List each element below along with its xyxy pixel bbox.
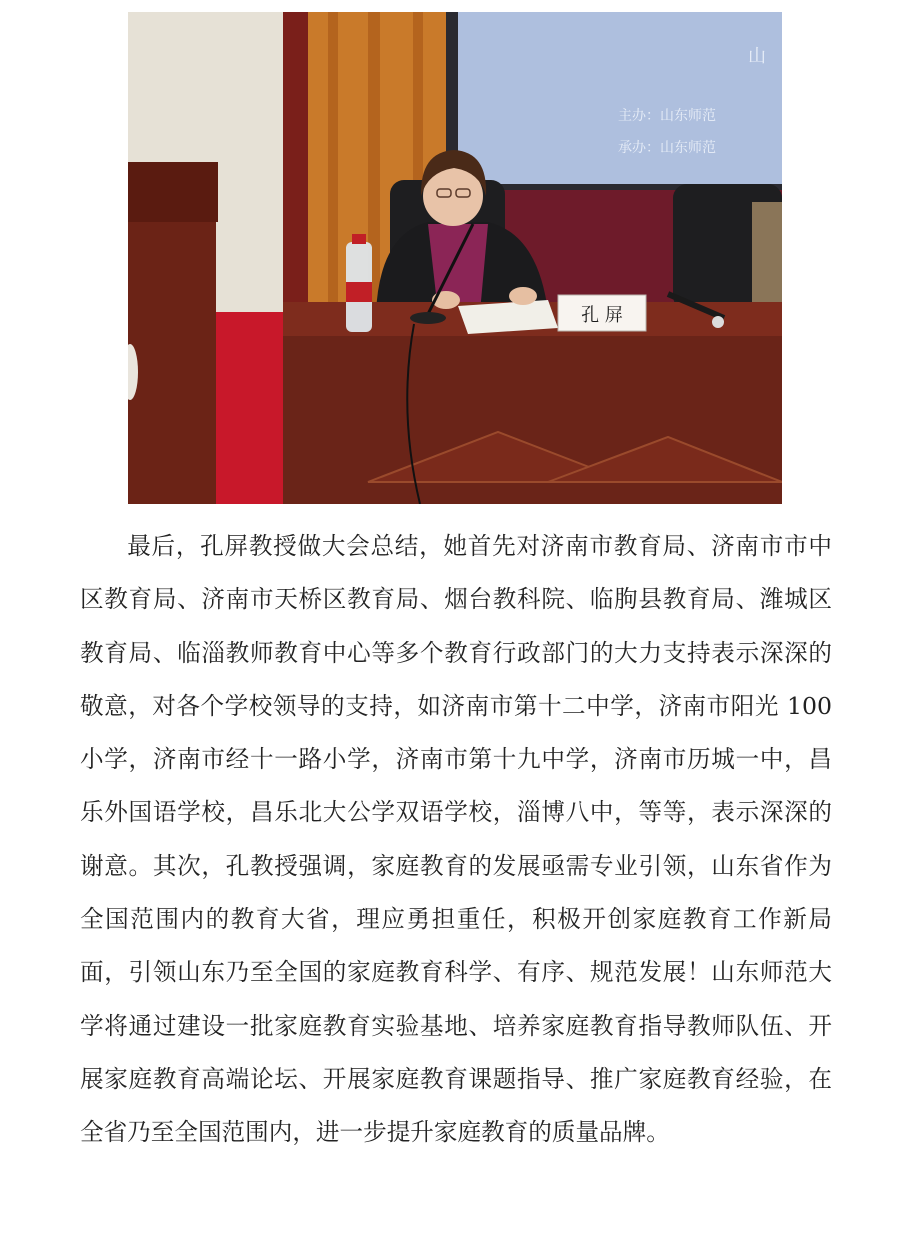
screen-organizer-text: 主办：山东师范 (618, 108, 716, 124)
speech-papers (458, 300, 558, 334)
projection-screen (458, 12, 782, 184)
screen-title-text: 山 (748, 46, 766, 67)
nameplate-text: 孔 屏 (581, 305, 623, 326)
conference-photo-illustration (128, 12, 782, 504)
dark-curtain (283, 12, 311, 342)
article-paragraph: 最后，孔屏教授做大会总结，她首先对济南市教育局、济南市市中区教育局、济南市天桥区教育局、烟台教科院、临朐县教育局、潍城区教育局、临淄教师教育中心等多个教育行政部门的大力支持表示深深的敬意，对各个学校领导的支持，如济南市第十二中学，济南市阳光 100 小学，济南市经十一路小学，济南市第十九中学，济南市历城一中，昌乐外国语学校，昌乐北大公学双语学校，淄博八中，等等，表示深深的谢意。其次，孔教授强调，家庭教育的发展亟需专业引领，山东省作为全国范围内的教育大省，理应勇担重任，积极开创家庭教育工作新局面，引领山东乃至全国的家庭教育科学、有序、规范发展！山东师范大学将通过建设一批家庭教育实验基地、培养家庭教育指导教师队伍、开展家庭教育高端论坛、开展家庭教育课题指导、推广家庭教育经验，在全省乃至全国范围内，进一步提升家庭教育的质量品牌。 (80, 532, 832, 1147)
screen-host-text: 承办：山东师范 (618, 140, 716, 156)
conference-photo (128, 12, 782, 504)
